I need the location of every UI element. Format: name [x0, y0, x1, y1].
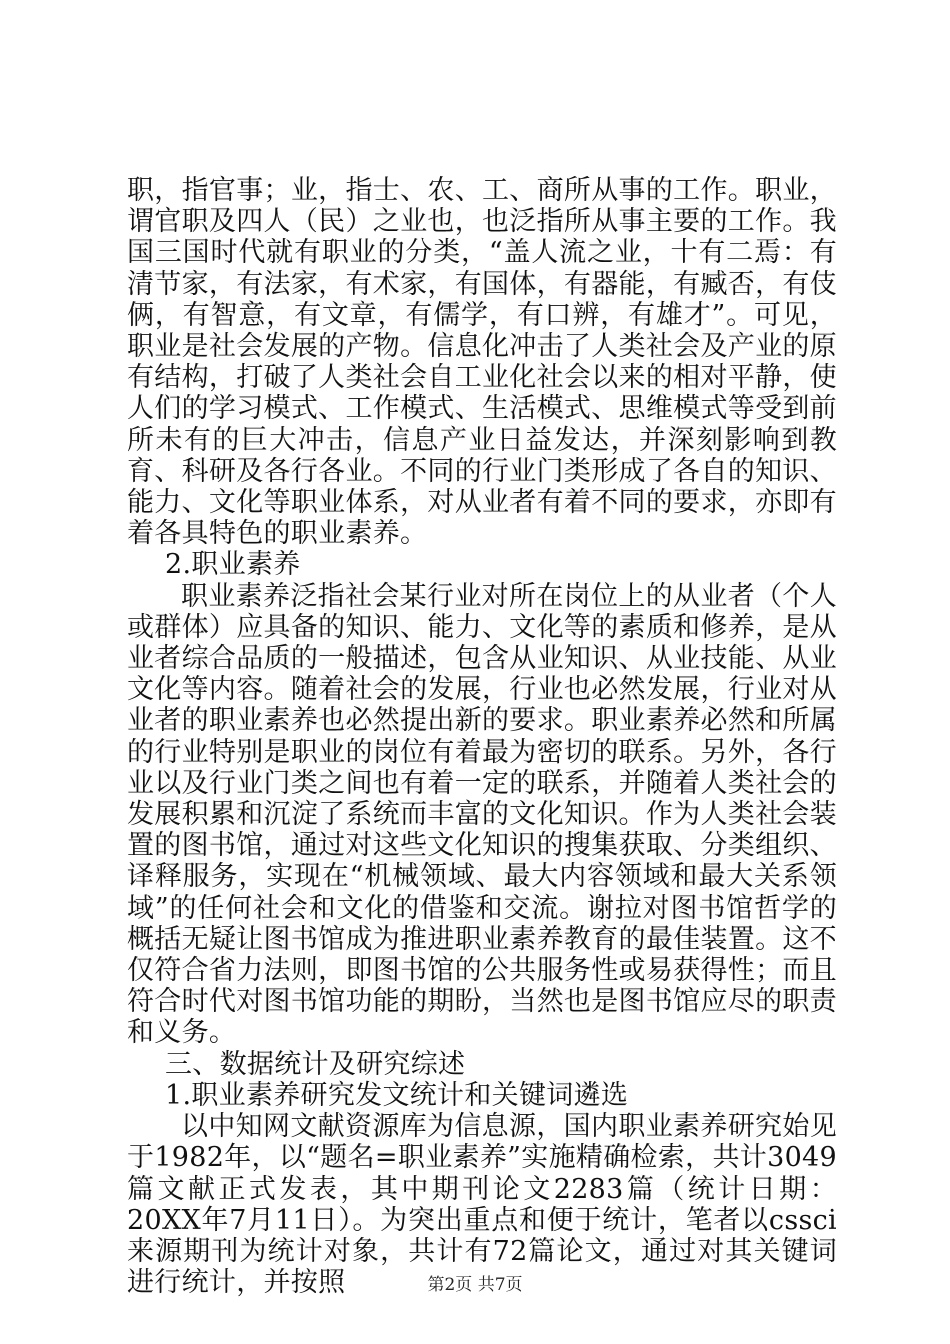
section-heading-statistics-review: 三、数据统计及研究综述 [165, 1048, 466, 1080]
document-body [127, 175, 837, 1298]
paragraph-occupation-definition: 职，指官事；业，指士、农、工、商所从事的工作。职业，谓官职及四人（民）之业也，也泛指所从事主要的工作。我国三国时代就有职业的分类，“盖人流之业，十有二焉：有清节家，有法家，有术家，有国体，有器能，有臧否，有伎俩，有智意，有文章，有儒学，有口辨，有雄才”。可见，职业是社会发展的产物。信息化冲击了人类社会及产业的原有结构，打破了人类社会自工业化社会以来的相对平静，使人们的学习模式、工作模式、生活模式、思维模式等受到前所未有的巨大冲击，信息产业日益发达，并深刻影响到教育、科研及各行各业。不同的行业门类形成了各自的知识、能力、文化等职业体系，对从业者有着不同的要求，亦即有着各具特色的职业素养。 [127, 175, 837, 550]
page-number-label: 第2页 共7页 [427, 1275, 523, 1295]
paragraph-professional-literacy: 职业素养泛指社会某行业对所在岗位上的从业者（个人或群体）应具备的知识、能力、文化等的素质和修养，是从业者综合品质的一般描述，包含从业知识、从业技能、从业文化等内容。随着社会的发展，行业也必然发展，行业对从业者的职业素养也必然提出新的要求。职业素养必然和所属的行业特别是职业的岗位有着最为密切的联系。另外，各行业以及行业门类之间也有着一定的联系，并随着人类社会的发展积累和沉淀了系统而丰富的文化知识。作为人类社会装置的图书馆，通过对这些文化知识的搜集获取、分类组织、译释服务，实现在“机械领域、最大内容领域和最大关系领域”的任何社会和文化的借鉴和交流。谢拉对图书馆哲学的概括无疑让图书馆成为推进职业素养教育的最佳装置。这不仅符合省力法则，即图书馆的公共服务性或易获得性；而且符合时代对图书馆功能的期盼，当然也是图书馆应尽的职责和义务。 [127, 580, 837, 1049]
paragraph-cnki-statistics: 以中知网文献资源库为信息源，国内职业素养研究始见于1982年，以“题名=职业素养”实施精确检索，共计3049篇文献正式发表，其中期刊论文2283篇（统计日期：20XX年7月11日）。为突出重点和便于统计，笔者以cssci来源期刊为统计对象，共计有72篇论文，通过对其关键词进行统计，并按照 [127, 1111, 837, 1299]
section-heading-professional-literacy: 2.职业素养 [165, 549, 301, 581]
page-footer [0, 1270, 950, 1295]
subsection-heading-keyword-selection: 1.职业素养研究发文统计和关键词遴选 [165, 1079, 629, 1111]
